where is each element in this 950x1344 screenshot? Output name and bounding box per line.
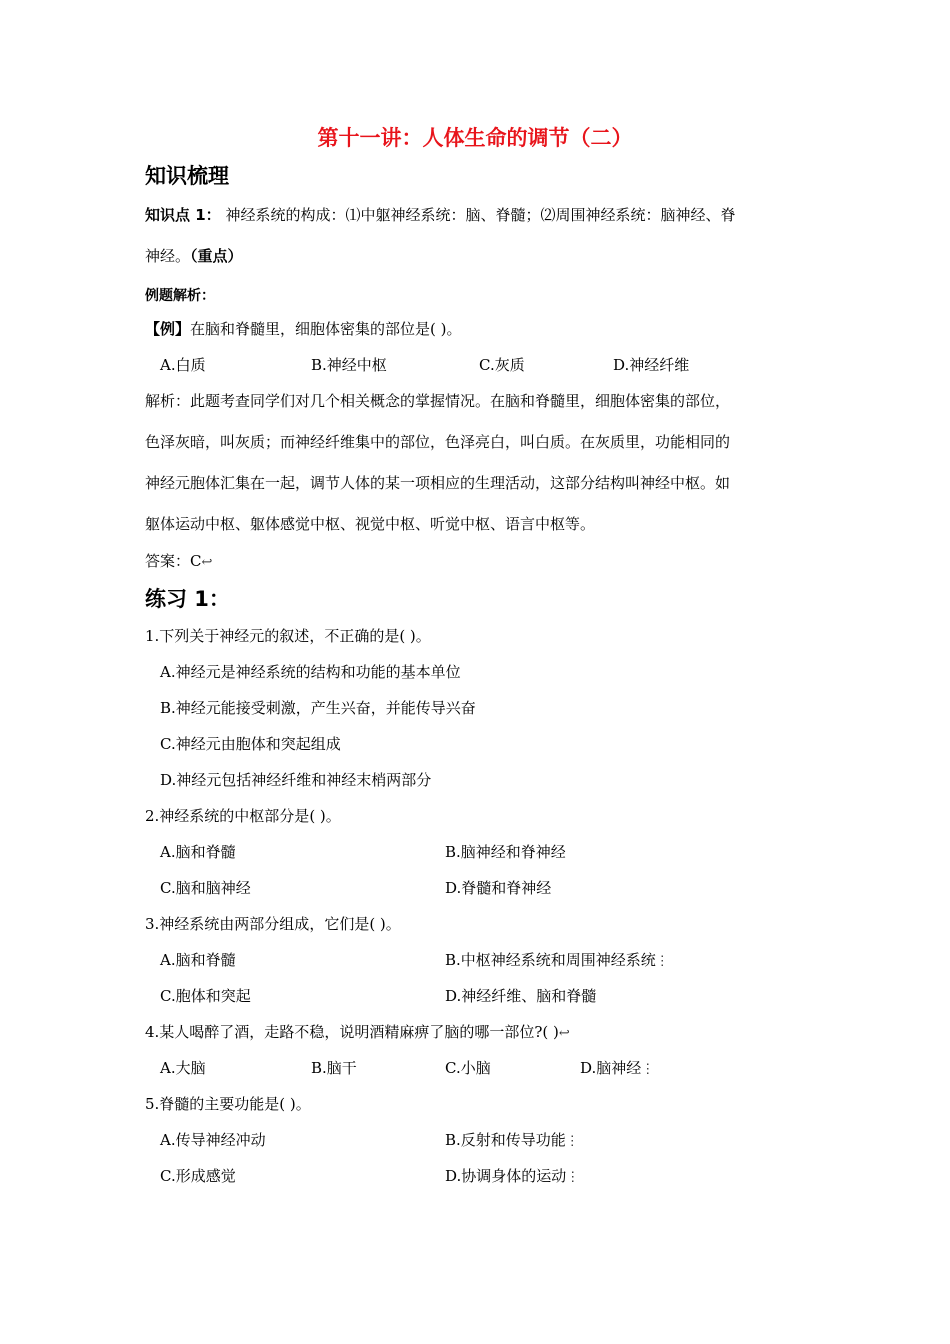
question-3-option-b: B.中枢神经系统和周围神经系统 bbox=[445, 951, 656, 969]
analysis-line-2: 色泽灰暗，叫灰质；而神经纤维集中的部位，色泽亮白，叫白质。在灰质里，功能相同的 bbox=[145, 433, 731, 451]
question-1-option-a: A.神经元是神经系统的结构和功能的基本单位 bbox=[160, 663, 461, 681]
example-label: 【例】 bbox=[145, 320, 191, 338]
example-heading: 例题解析： bbox=[145, 288, 215, 304]
practice-heading: 练习 1： bbox=[145, 587, 230, 611]
question-3-stem: 3.神经系统由两部分组成，它们是( )。 bbox=[145, 915, 401, 933]
knowledge-point-line2 bbox=[145, 245, 243, 266]
example-question: 在脑和脊髓里，细胞体密集的部位是( )。 bbox=[190, 320, 462, 338]
question-3-option-d: D.神经纤维、脑和脊髓 bbox=[445, 987, 597, 1005]
example-option-c: C.灰质 bbox=[479, 356, 525, 374]
return-mark-icon: ↩ bbox=[201, 555, 213, 570]
example-option-b: B.神经中枢 bbox=[311, 356, 387, 374]
knowledge-point-text: 神经系统的构成：⑴中躯神经系统：脑、脊髓；⑵周围神经系统：脑神经、脊 bbox=[225, 206, 736, 224]
question-3-option-a: A.脑和脊髓 bbox=[160, 951, 236, 969]
example-option-d: D.神经纤维 bbox=[613, 356, 690, 374]
question-1-option-b: B.神经元能接受刺激，产生兴奋，并能传导兴奋 bbox=[160, 699, 476, 717]
question-3-option-b-line bbox=[445, 949, 669, 970]
paragraph-mark-icon: ⋮ bbox=[655, 954, 669, 969]
question-4-option-d-line bbox=[580, 1057, 654, 1078]
question-5-option-c: C.形成感觉 bbox=[160, 1167, 236, 1185]
question-5-option-d-line bbox=[445, 1165, 579, 1186]
question-2-option-d: D.脊髓和脊神经 bbox=[445, 879, 552, 897]
analysis-line-3: 神经元胞体汇集在一起，调节人体的某一项相应的生理活动，这部分结构叫神经中枢。如 bbox=[145, 474, 731, 492]
question-3-option-c: C.胞体和突起 bbox=[160, 987, 251, 1005]
example-question-line bbox=[145, 318, 462, 339]
paragraph-mark-icon: ⋮ bbox=[565, 1134, 579, 1149]
question-5-option-b: B.反射和传导功能 bbox=[445, 1131, 566, 1149]
knowledge-point-line1 bbox=[145, 204, 735, 225]
knowledge-point-text2: 神经。 bbox=[145, 247, 191, 265]
page-title: 第十一讲：人体生命的调节（二） bbox=[317, 126, 633, 150]
question-1-option-d: D.神经元包括神经纤维和神经末梢两部分 bbox=[160, 771, 432, 789]
question-5-option-a: A.传导神经冲动 bbox=[160, 1131, 266, 1149]
knowledge-point-label: 知识点 1： bbox=[145, 206, 221, 224]
question-1-option-c: C.神经元由胞体和突起组成 bbox=[160, 735, 341, 753]
return-mark-icon: ↩ bbox=[558, 1026, 570, 1041]
question-2-option-a: A.脑和脊髓 bbox=[160, 843, 236, 861]
question-1-stem: 1.下列关于神经元的叙述，不正确的是( )。 bbox=[145, 627, 431, 645]
paragraph-mark-icon: ⋮ bbox=[641, 1062, 655, 1077]
section-knowledge-heading: 知识梳理 bbox=[145, 164, 229, 188]
paragraph-mark-icon: ⋮ bbox=[566, 1170, 580, 1185]
question-4-option-b: B.脑干 bbox=[311, 1059, 357, 1077]
knowledge-point-emphasis: （重点） bbox=[190, 247, 243, 265]
question-2-option-b: B.脑神经和脊神经 bbox=[445, 843, 566, 861]
analysis-line-4: 躯体运动中枢、躯体感觉中枢、视觉中枢、听觉中枢、语言中枢等。 bbox=[145, 515, 596, 533]
question-4-option-d: D.脑神经 bbox=[580, 1059, 642, 1077]
question-4-option-a: A.大脑 bbox=[160, 1059, 206, 1077]
question-4-stem-line bbox=[145, 1021, 570, 1042]
answer-text: 答案：C bbox=[145, 552, 202, 570]
question-5-stem: 5.脊髓的主要功能是( )。 bbox=[145, 1095, 311, 1113]
question-5-option-b-line bbox=[445, 1129, 579, 1150]
question-5-option-d: D.协调身体的运动 bbox=[445, 1167, 567, 1185]
question-4-stem: 4.某人喝醉了酒，走路不稳，说明酒精麻痹了脑的哪一部位?( ) bbox=[145, 1023, 559, 1041]
analysis-line-1: 解析：此题考查同学们对几个相关概念的掌握情况。在脑和脊髓里，细胞体密集的部位， bbox=[145, 392, 731, 410]
answer-line bbox=[145, 550, 212, 571]
question-4-option-c: C.小脑 bbox=[445, 1059, 491, 1077]
example-option-a: A.白质 bbox=[160, 356, 206, 374]
question-2-stem: 2.神经系统的中枢部分是( )。 bbox=[145, 807, 341, 825]
question-2-option-c: C.脑和脑神经 bbox=[160, 879, 251, 897]
